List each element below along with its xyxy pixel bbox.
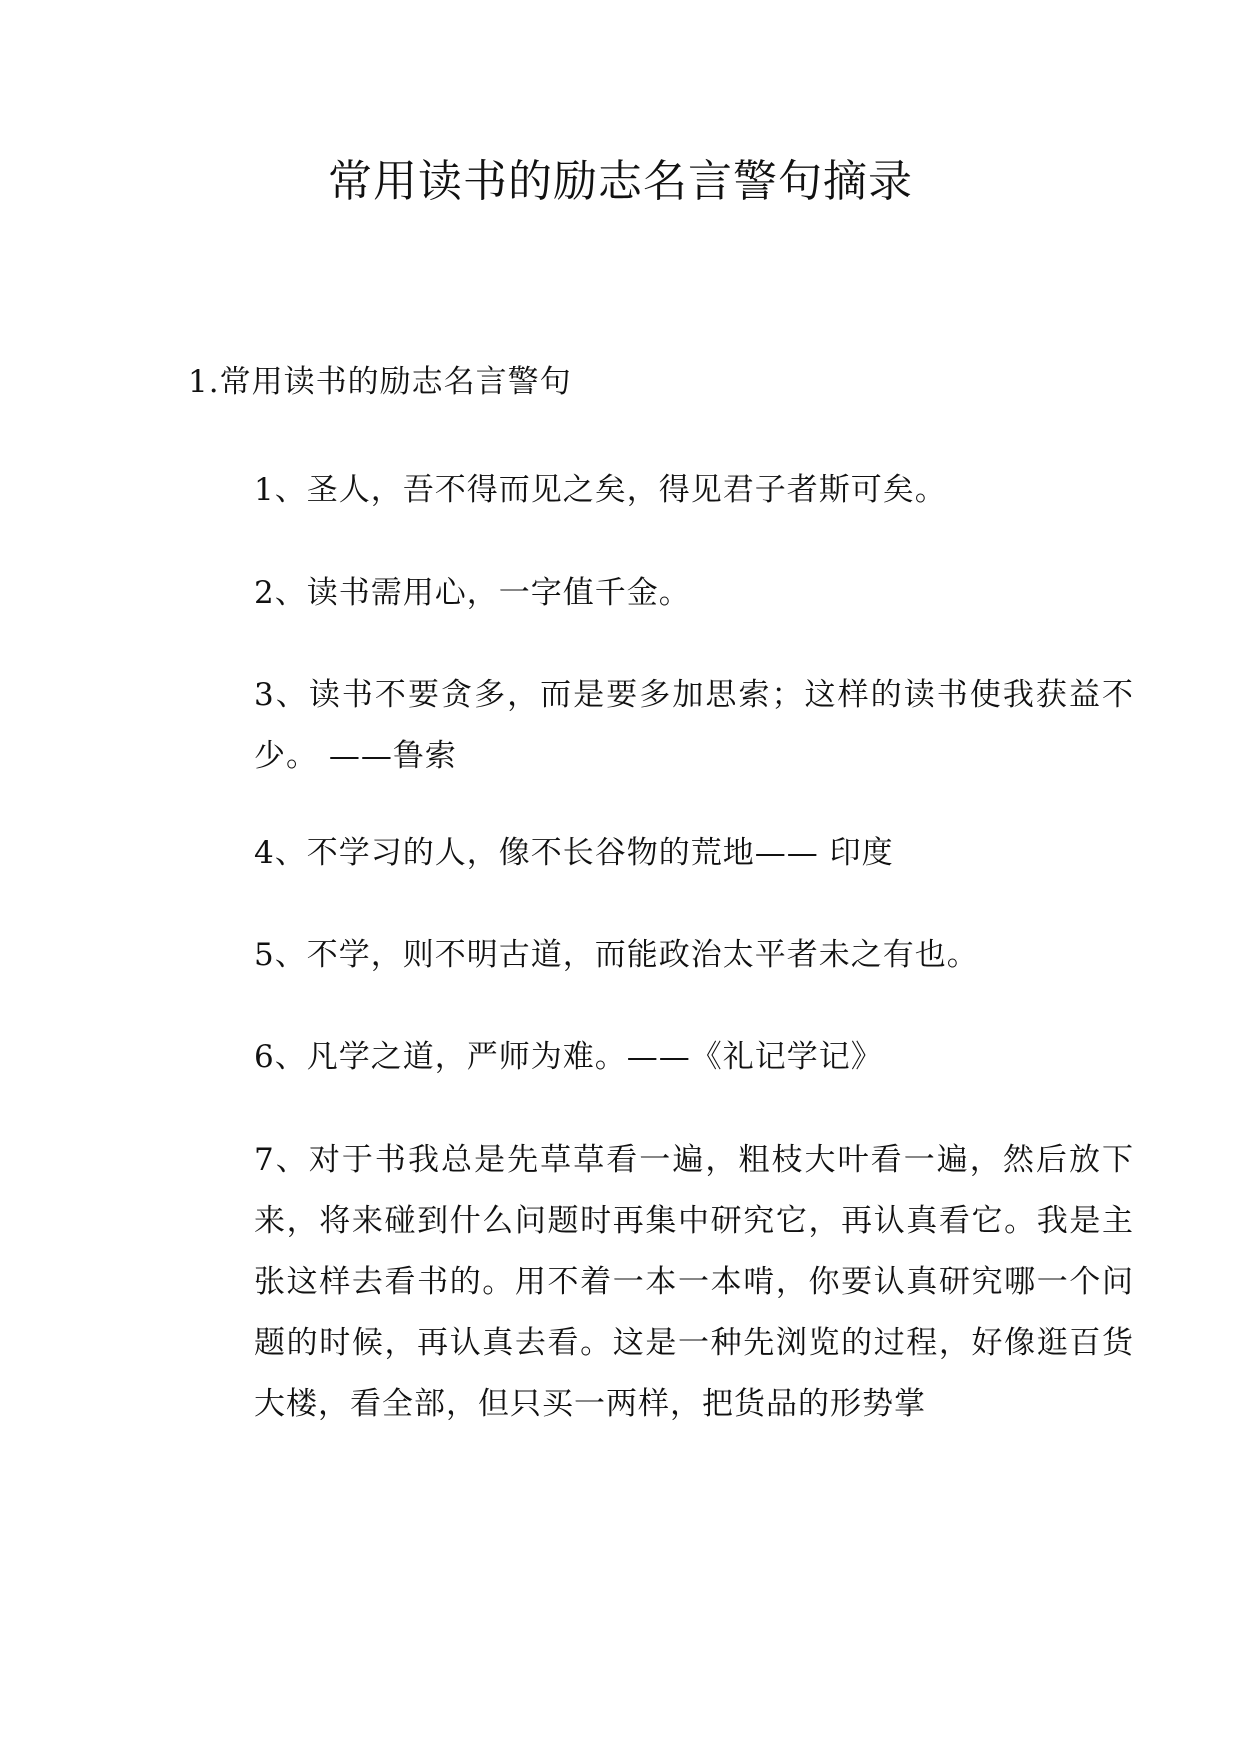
- paragraph-4: 4、不学习的人，像不长谷物的荒地—— 印度: [254, 835, 894, 871]
- paragraph-2: 2、读书需用心，一字值千金。: [254, 575, 691, 611]
- paragraph-6: 6、凡学之道，严师为难。——《礼记学记》: [254, 1039, 883, 1075]
- paragraph-5: 5、不学，则不明古道，而能政治太平者未之有也。: [254, 937, 979, 973]
- document-title: 常用读书的励志名言警句摘录: [328, 156, 913, 207]
- paragraph-1: 1、圣人，吾不得而见之矣，得见君子者斯可矣。: [254, 472, 947, 508]
- section-heading: 1.常用读书的励志名言警句: [188, 364, 572, 400]
- paragraph-3: 3、读书不要贪多，而是要多加思索；这样的读书使我获益不少。 ——鲁索: [254, 677, 1134, 774]
- paragraph-7: 7、对于书我总是先草草看一遍，粗枝大叶看一遍，然后放下来，将来碰到什么问题时再集中研究它，再认真看它。我是主张这样去看书的。用不着一本一本啃，你要认真研究哪一个问题的时候，再认真去看。这是一种先浏览的过程，好像逛百货大楼，看全部，但只买一两样，把货品的形势掌: [254, 1142, 1134, 1422]
